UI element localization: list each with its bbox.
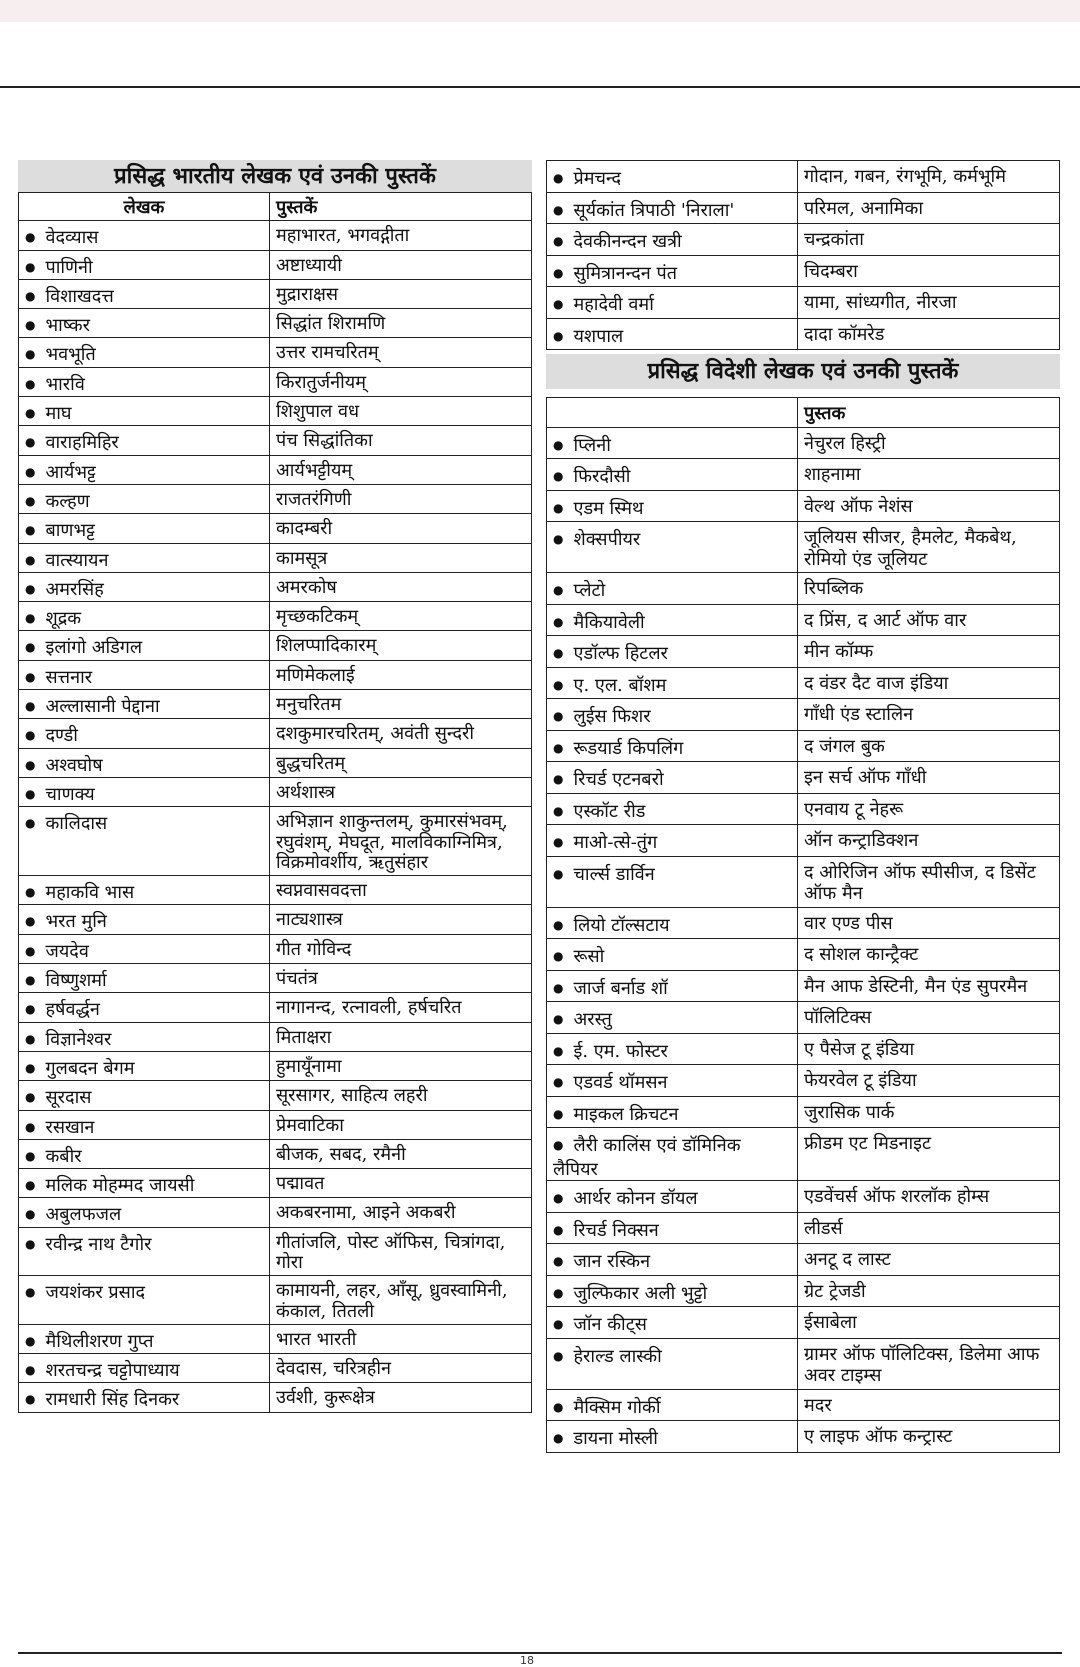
books-cell: पॉलिटिक्स <box>798 1002 1060 1034</box>
table-row <box>19 514 532 543</box>
books-cell: मदर <box>798 1389 1060 1421</box>
author-cell: ● दण्डी <box>19 719 270 748</box>
table-row <box>547 939 1060 971</box>
author-cell: ● ए. एल. बॉशम <box>547 667 798 699</box>
books-cell: कादम्बरी <box>270 514 532 543</box>
books-cell: परिमल, अनामिका <box>798 192 1060 224</box>
books-cell: आर्यभट्टीयम् <box>270 455 532 484</box>
books-cell: द प्रिंस, द आर्ट ऑफ वार <box>798 604 1060 636</box>
right-column <box>546 160 1060 1453</box>
author-cell: ● भरत मुनि <box>19 905 270 934</box>
author-cell: ● प्लेटो <box>547 573 798 605</box>
books-cell: अष्टाध्यायी <box>270 250 532 279</box>
books-cell: मुद्राराक्षस <box>270 279 532 308</box>
author-cell: ● सुमित्रानन्दन पंत <box>547 255 798 287</box>
indian-authors-title: प्रसिद्ध भारतीय लेखक एवं उनकी पुस्तकें <box>18 160 532 192</box>
books-cell: शाहनामा <box>798 459 1060 491</box>
author-cell: ● रिचर्ड निक्सन <box>547 1212 798 1244</box>
books-cell: वेल्थ ऑफ नेशंस <box>798 490 1060 522</box>
author-cell: ● एडम स्मिथ <box>547 490 798 522</box>
table-row <box>547 730 1060 762</box>
books-cell: वार एण्ड पीस <box>798 907 1060 939</box>
author-cell: ● माओ-त्से-तुंग <box>547 825 798 857</box>
author-cell: ● वेदव्यास <box>19 221 270 250</box>
table-row <box>547 1033 1060 1065</box>
foreign-authors-title: प्रसिद्ध विदेशी लेखक एवं उनकी पुस्तकें <box>546 354 1060 389</box>
author-cell: ● अमरसिंह <box>19 572 270 601</box>
books-cell: मिताक्षरा <box>270 1022 532 1051</box>
books-cell: ग्रेट ट्रेजडी <box>798 1275 1060 1307</box>
author-cell: ● मैकियावेली <box>547 604 798 636</box>
indian-authors-continued-table <box>546 160 1060 350</box>
table-row <box>19 250 532 279</box>
table-row <box>19 719 532 748</box>
author-cell: ● एडवर्ड थॉमसन <box>547 1065 798 1097</box>
books-cell: द जंगल बुक <box>798 730 1060 762</box>
books-cell: रिपब्लिक <box>798 573 1060 605</box>
author-cell: ● जॉन कीट्स <box>547 1307 798 1339</box>
author-cell: ● चार्ल्स डार्विन <box>547 856 798 907</box>
books-cell: जूलियस सीजर, हैमलेट, मैकबेथ, रोमियो एंड जूलियट <box>798 522 1060 573</box>
books-cell: ए लाइफ ऑफ कन्ट्रास्ट <box>798 1421 1060 1453</box>
author-cell: ● हर्षवर्द्धन <box>19 993 270 1022</box>
table-header-row <box>547 398 1060 428</box>
table-row <box>19 807 532 876</box>
books-cell: सिद्धांत शिरामणि <box>270 309 532 338</box>
table-row <box>19 1051 532 1080</box>
books-cell: देवदास, चरित्रहीन <box>270 1354 532 1383</box>
author-cell: ● देवकीनन्दन खत्री <box>547 224 798 256</box>
author-cell: ● विष्णुशर्मा <box>19 964 270 993</box>
author-cell: ● कल्हण <box>19 484 270 513</box>
books-cell: बीजक, सबद, रमैनी <box>270 1139 532 1168</box>
books-cell: मणिमेकलाई <box>270 660 532 689</box>
table-row <box>547 1389 1060 1421</box>
footer-rule <box>18 1652 1062 1654</box>
books-cell: इन सर्च ऑफ गाँधी <box>798 762 1060 794</box>
books-cell: उर्वशी, कुरूक्षेत्र <box>270 1383 532 1412</box>
table-row <box>19 690 532 719</box>
author-cell: ● वात्स्यायन <box>19 543 270 572</box>
author-cell: ● रामधारी सिंह दिनकर <box>19 1383 270 1412</box>
table-row <box>547 1275 1060 1307</box>
books-cell: शिशुपाल वध <box>270 397 532 426</box>
author-cell: ● कबीर <box>19 1139 270 1168</box>
header-books: पुस्तकें <box>270 193 532 221</box>
books-cell: अभिज्ञान शाकुन्तलम्, कुमारसंभवम्, रघुवंशम्, मेघदूत, मालविकाग्निमित्र, विक्रमोवर्शीय, ऋतुसंहार <box>270 807 532 876</box>
table-row <box>547 1128 1060 1181</box>
books-cell: पद्मावत <box>270 1169 532 1198</box>
table-row <box>19 338 532 367</box>
author-cell: ● माइकल क्रिचटन <box>547 1096 798 1128</box>
table-row <box>547 1181 1060 1213</box>
table-row <box>547 1002 1060 1034</box>
author-cell: ● मलिक मोहम्मद जायसी <box>19 1169 270 1198</box>
books-cell: बुद्धचरितम् <box>270 748 532 777</box>
table-row <box>19 1081 532 1110</box>
author-cell: ● महाकवि भास <box>19 876 270 905</box>
author-cell: ● आर्थर कोनन डॉयल <box>547 1181 798 1213</box>
table-row <box>547 793 1060 825</box>
header-author: लेखक <box>19 193 270 221</box>
table-row <box>19 748 532 777</box>
author-cell: ● फिरदौसी <box>547 459 798 491</box>
table-row <box>19 777 532 806</box>
table-row <box>547 1244 1060 1276</box>
author-cell: ● अबुलफजल <box>19 1198 270 1227</box>
author-cell: ● लियो टॉल्सटाय <box>547 907 798 939</box>
top-band <box>0 0 1080 22</box>
author-cell: ● मैथिलीशरण गुप्त <box>19 1324 270 1353</box>
books-cell: पंचतंत्र <box>270 964 532 993</box>
author-cell: ● एडॉल्फ हिटलर <box>547 636 798 668</box>
table-row <box>19 279 532 308</box>
books-cell: फ्रीडम एट मिडनाइट <box>798 1128 1060 1181</box>
author-cell: ● जयशंकर प्रसाद <box>19 1276 270 1325</box>
books-cell: नाट्यशास्त्र <box>270 905 532 934</box>
table-row <box>19 367 532 396</box>
table-row <box>547 907 1060 939</box>
table-row <box>547 1421 1060 1453</box>
books-cell: गीत गोविन्द <box>270 934 532 963</box>
author-cell: ● सत्तनार <box>19 660 270 689</box>
books-cell: अनटू द लास्ट <box>798 1244 1060 1276</box>
books-cell: दशकुमारचरितम्, अवंती सुन्दरी <box>270 719 532 748</box>
foreign-authors-table <box>546 397 1060 1453</box>
books-cell: गाँधी एंड स्टालिन <box>798 699 1060 731</box>
author-cell: ● सूर्यकांत त्रिपाठी 'निराला' <box>547 192 798 224</box>
author-cell: ● रिचर्ड एटनबरो <box>547 762 798 794</box>
author-cell: ● जुल्फिकार अली भुट्टो <box>547 1275 798 1307</box>
author-cell: ● जार्ज बर्नाड शॉ <box>547 970 798 1002</box>
table-header-row <box>19 193 532 221</box>
books-cell: गीतांजलि, पोस्ट ऑफिस, चित्रांगदा, गोरा <box>270 1227 532 1276</box>
author-cell: ● जान रस्किन <box>547 1244 798 1276</box>
author-cell: ● रूसो <box>547 939 798 971</box>
books-cell: एडवेंचर्स ऑफ शरलॉक होम्स <box>798 1181 1060 1213</box>
table-row <box>19 1110 532 1139</box>
author-cell: ● रूडयार्ड किपलिंग <box>547 730 798 762</box>
author-cell: ● ई. एम. फोस्टर <box>547 1033 798 1065</box>
books-cell: चन्द्रकांता <box>798 224 1060 256</box>
author-cell: ● शेक्सपीयर <box>547 522 798 573</box>
books-cell: दादा कॉमरेड <box>798 318 1060 350</box>
books-cell: मीन कॉम्फ <box>798 636 1060 668</box>
author-cell: ● रवीन्द्र नाथ टैगोर <box>19 1227 270 1276</box>
author-cell: ● यशपाल <box>547 318 798 350</box>
table-row <box>19 309 532 338</box>
table-row <box>19 1198 532 1227</box>
author-cell: ● अश्वघोष <box>19 748 270 777</box>
table-row <box>19 572 532 601</box>
author-cell: ● लैरी कालिंस एवं डॉमिनिक लैपियर <box>547 1128 798 1181</box>
table-row <box>547 255 1060 287</box>
books-cell: मनुचरितम <box>270 690 532 719</box>
books-cell: चिदम्बरा <box>798 255 1060 287</box>
books-cell: नागानन्द, रत्नावली, हर्षचरित <box>270 993 532 1022</box>
table-row <box>19 1169 532 1198</box>
books-cell: ए पैसेज टू इंडिया <box>798 1033 1060 1065</box>
books-cell: द ओरिजिन ऑफ स्पीसीज, द डिसेंट ऑफ मैन <box>798 856 1060 907</box>
table-row <box>547 636 1060 668</box>
table-row <box>19 1383 532 1412</box>
author-cell: ● डायना मोस्ली <box>547 1421 798 1453</box>
table-row <box>19 602 532 631</box>
author-cell: ● वाराहमिहिर <box>19 426 270 455</box>
books-cell: द सोशल कान्ट्रैक्ट <box>798 939 1060 971</box>
author-cell: ● शूद्रक <box>19 602 270 631</box>
table-row <box>547 224 1060 256</box>
books-cell: हुमायूँनामा <box>270 1051 532 1080</box>
table-row <box>19 1227 532 1276</box>
table-row <box>547 699 1060 731</box>
table-row <box>547 161 1060 193</box>
table-row <box>19 660 532 689</box>
table-row <box>19 543 532 572</box>
books-cell: प्रेमवाटिका <box>270 1110 532 1139</box>
author-cell: ● कालिदास <box>19 807 270 876</box>
table-row <box>19 221 532 250</box>
header-books: पुस्तक <box>798 398 1060 428</box>
table-row <box>547 573 1060 605</box>
author-cell: ● माघ <box>19 397 270 426</box>
books-cell: द वंडर दैट वाज इंडिया <box>798 667 1060 699</box>
table-row <box>547 970 1060 1002</box>
table-row <box>547 459 1060 491</box>
table-row <box>547 490 1060 522</box>
table-row <box>19 934 532 963</box>
books-cell: राजतरंगिणी <box>270 484 532 513</box>
author-cell: ● प्रेमचन्द <box>547 161 798 193</box>
author-cell: ● भाष्कर <box>19 309 270 338</box>
table-row <box>19 1139 532 1168</box>
table-row <box>19 993 532 1022</box>
author-cell: ● अरस्तु <box>547 1002 798 1034</box>
author-cell: ● भारवि <box>19 367 270 396</box>
table-row <box>19 484 532 513</box>
author-cell: ● बाणभट्ट <box>19 514 270 543</box>
table-row <box>547 287 1060 319</box>
author-cell: ● विज्ञानेश्वर <box>19 1022 270 1051</box>
table-row <box>547 1307 1060 1339</box>
table-row <box>19 631 532 660</box>
books-cell: सूरसागर, साहित्य लहरी <box>270 1081 532 1110</box>
table-row <box>547 1096 1060 1128</box>
author-cell: ● गुलबदन बेगम <box>19 1051 270 1080</box>
author-cell: ● सूरदास <box>19 1081 270 1110</box>
header-rule <box>0 86 1080 88</box>
books-cell: फेयरवेल टू इंडिया <box>798 1065 1060 1097</box>
author-cell: ● अल्लासानी पेद्दाना <box>19 690 270 719</box>
books-cell: लीडर्स <box>798 1212 1060 1244</box>
header-author <box>547 398 798 428</box>
author-cell: ● लुईस फिशर <box>547 699 798 731</box>
books-cell: जुरासिक पार्क <box>798 1096 1060 1128</box>
author-cell: ● प्लिनी <box>547 427 798 459</box>
books-cell: भारत भारती <box>270 1324 532 1353</box>
author-cell: ● शरतचन्द्र चट्टोपाध्याय <box>19 1354 270 1383</box>
table-row <box>547 1212 1060 1244</box>
page-number: 18 <box>520 1654 534 1667</box>
table-row <box>19 1324 532 1353</box>
books-cell: उत्तर रामचरितम् <box>270 338 532 367</box>
author-cell: ● एस्कॉट रीड <box>547 793 798 825</box>
table-row <box>547 192 1060 224</box>
table-row <box>547 762 1060 794</box>
indian-authors-column <box>18 160 532 1413</box>
author-cell: ● विशाखदत्त <box>19 279 270 308</box>
table-row <box>547 1065 1060 1097</box>
books-cell: कामसूत्र <box>270 543 532 572</box>
table-row <box>19 397 532 426</box>
table-row <box>547 427 1060 459</box>
table-row <box>547 825 1060 857</box>
author-cell: ● आर्यभट्ट <box>19 455 270 484</box>
table-row <box>19 876 532 905</box>
books-cell: अकबरनामा, आइने अकबरी <box>270 1198 532 1227</box>
books-cell: ऑन कन्ट्राडिक्शन <box>798 825 1060 857</box>
table-row <box>19 964 532 993</box>
books-cell: मृच्छकटिकम् <box>270 602 532 631</box>
table-row <box>547 667 1060 699</box>
books-cell: गोदान, गबन, रंगभूमि, कर्मभूमि <box>798 161 1060 193</box>
table-row <box>19 905 532 934</box>
books-cell: अर्थशास्त्र <box>270 777 532 806</box>
table-row <box>19 1354 532 1383</box>
author-cell: ● चाणक्य <box>19 777 270 806</box>
table-row <box>19 455 532 484</box>
books-cell: नेचुरल हिस्ट्री <box>798 427 1060 459</box>
table-row <box>19 426 532 455</box>
table-row <box>547 604 1060 636</box>
books-cell: महाभारत, भगवद्गीता <box>270 221 532 250</box>
books-cell: कामायनी, लहर, आँसू, ध्रुवस्वामिनी, कंकाल, तितली <box>270 1276 532 1325</box>
books-cell: शिलप्पादिकारम् <box>270 631 532 660</box>
author-cell: ● मैक्सिम गोर्की <box>547 1389 798 1421</box>
books-cell: स्वप्नवासवदत्ता <box>270 876 532 905</box>
table-row <box>19 1022 532 1051</box>
author-cell: ● महादेवी वर्मा <box>547 287 798 319</box>
author-cell: ● भवभूति <box>19 338 270 367</box>
author-cell: ● इलांगो अडिगल <box>19 631 270 660</box>
author-cell: ● पाणिनी <box>19 250 270 279</box>
author-cell: ● रसखान <box>19 1110 270 1139</box>
books-cell: यामा, सांध्यगीत, नीरजा <box>798 287 1060 319</box>
books-cell: एनवाय टू नेहरू <box>798 793 1060 825</box>
table-row <box>547 1338 1060 1389</box>
books-cell: ग्रामर ऑफ पॉलिटिक्स, डिलेमा आफ अवर टाइम्स <box>798 1338 1060 1389</box>
books-cell: पंच सिद्धांतिका <box>270 426 532 455</box>
indian-authors-table <box>18 192 532 1413</box>
author-cell: ● हेराल्ड लास्की <box>547 1338 798 1389</box>
table-row <box>547 856 1060 907</box>
table-row <box>547 318 1060 350</box>
table-row <box>19 1276 532 1325</box>
author-cell: ● जयदेव <box>19 934 270 963</box>
table-row <box>547 522 1060 573</box>
books-cell: किरातुर्जनीयम् <box>270 367 532 396</box>
books-cell: मैन आफ डेस्टिनी, मैन एंड सुपरमैन <box>798 970 1060 1002</box>
books-cell: ईसाबेला <box>798 1307 1060 1339</box>
books-cell: अमरकोष <box>270 572 532 601</box>
